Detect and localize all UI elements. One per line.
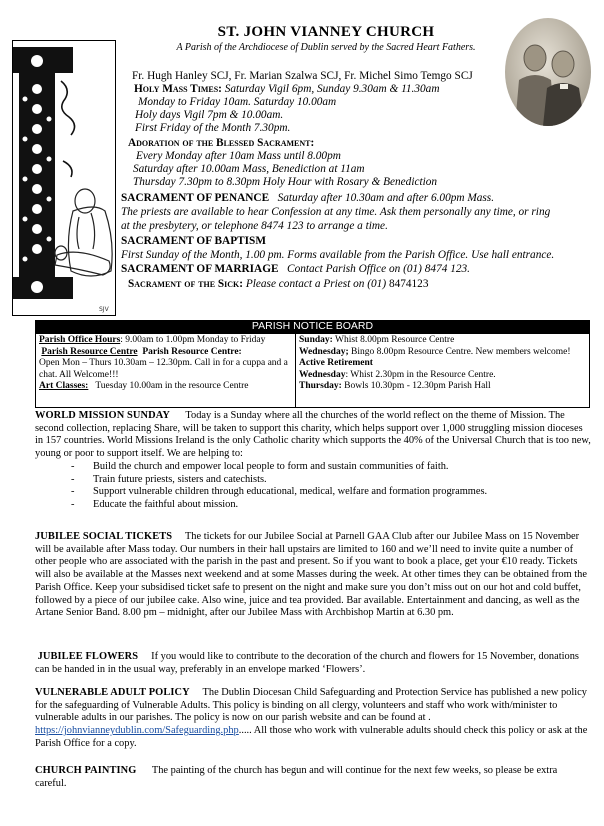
notice-board-title: PARISH NOTICE BOARD <box>35 320 590 333</box>
svg-text:SJV: SJV <box>99 306 109 313</box>
penance-times: Saturday after 10.30am and after 6.00pm Mass. <box>277 192 495 204</box>
active-retirement-label: Active Retirement <box>299 358 373 369</box>
wednesday-text: Bingo 8.00pm Resource Centre. New members welcome! <box>351 346 571 357</box>
marriage-line <box>121 263 470 276</box>
mass-times-weekend: Saturday Vigil 6pm, Sunday 9.30am & 11.30am <box>224 83 440 95</box>
world-mission-heading: WORLD MISSION SUNDAY <box>35 410 170 421</box>
resource-centre-label: Parish Resource Centre <box>41 346 138 357</box>
illuminated-letter-artwork <box>12 40 116 316</box>
office-hours-text: : 9.00am to 1.00pm Monday to Friday <box>120 335 266 345</box>
mass-times-holydays: Holy days Vigil 7pm & 10.00am. <box>135 109 284 121</box>
church-painting-text: The painting of the church has begun and will continue for the next few weeks, so please be extra careful. <box>35 765 558 789</box>
adoration-thursday: Thursday 7.30pm to 8.30pm Holy Hour with Rosary & Benediction <box>133 176 438 188</box>
founders-portrait-image <box>505 18 591 126</box>
vulnerable-adult-heading: VULNERABLE ADULT POLICY <box>35 687 190 698</box>
notice-board-left-column <box>36 334 296 407</box>
safeguarding-policy-link[interactable]: https://johnvianneydublin.com/Safeguarding.php <box>35 725 239 737</box>
mass-times-weekday: Monday to Friday 10am. Saturday 10.00am <box>138 96 337 108</box>
baptism-info: First Sunday of the Month, 1.00 pm. Forms available from the Parish Office. Use hall entrance. <box>121 249 555 261</box>
art-classes-text: Tuesday 10.00am in the resource Centre <box>95 381 249 392</box>
jubilee-tickets-text: The tickets for our Jubilee Social at Parnell GAA Club after our Jubilee Mass on 15 November will be available after Mass today. Our numbers in their hall upstairs are limited to 160 and we’ll need to invite quite a number of other people who are associated with the parish in the past and present. So if you want to book a place, get your €10 ready. Tickets will also be available at the Masses next weekend and at some Masses during the week. At other times they can be obtained from the Parish Office. Keep your subsidised ticket safe to present on the night and make sure you don’t miss out on our hot and cold buffet, followed by a piece of our jubilee cake. Also wine, juice and tea provided. Bar available. Entertainment and dancing, as well as the Artane Senior Band. 8.00 pm – midnight, after our Jubilee Mass with Archbishop Martin at 6.30 pm. <box>35 531 587 619</box>
office-hours-label: Parish Office Hours <box>39 335 121 345</box>
vulnerable-adult-section <box>35 687 591 751</box>
jubilee-flowers-text: If you would like to contribute to the decoration of the church and flowers for 15 November, donations can be handed in in the usual way, preferably in an envelope marked ‘Flowers’. <box>35 651 579 675</box>
church-title: ST. JOHN VIANNEY CHURCH <box>217 24 435 40</box>
church-painting-heading: CHURCH PAINTING <box>35 765 137 776</box>
sunday-text: Whist 8.00pm Resource Centre <box>335 335 455 345</box>
marriage-label: SACRAMENT OF MARRIAGE <box>121 263 279 275</box>
vulnerable-adult-text: The Dublin Diocesan Child Safeguarding and Protection Service has published a new policy for the safeguarding of Vulnerable Adults. This policy is binding on all clergy, volunteers and staff who work with/minister to vulnerable adults in our parishes. The policy is now on our parish website and can be found at . <box>35 687 587 724</box>
list-item: - Train future priests, sisters and catechists. <box>71 474 591 487</box>
church-subtitle: A Parish of the Archdiocese of Dublin served by the Sacred Heart Fathers. <box>176 42 476 53</box>
sick-phone: 8474123 <box>388 278 429 290</box>
resource-centre-text: Open Mon – Thurs 10.30am – 12.30pm. Call in for a cuppa and a chat. All Welcome!!! <box>39 358 288 380</box>
list-item: - Build the church and empower local people to form and sustain communities of faith. <box>71 461 591 474</box>
clergy-list: Fr. Hugh Hanley SCJ, Fr. Marian Szalwa SCJ, Fr. Michel Simo Temgo SCJ <box>132 70 473 82</box>
adoration-monday: Every Monday after 10am Mass until 8.00pm <box>136 150 341 162</box>
pieta-illustration <box>13 41 116 316</box>
portrait-illustration <box>505 18 591 126</box>
mass-times-label: Holy Mass Times: <box>134 83 222 95</box>
mass-times-first-friday: First Friday of the Month 7.30pm. <box>135 122 291 134</box>
thursday-text: Bowls 10.30pm - 12.30pm Parish Hall <box>344 381 491 392</box>
wednesday-2-label: Wednesday <box>299 369 346 380</box>
jubilee-tickets-heading: JUBILEE SOCIAL TICKETS <box>35 531 173 542</box>
adoration-label: Adoration of the Blessed Sacrament: <box>128 137 315 149</box>
resource-centre-label-2: Parish Resource Centre: <box>142 346 242 357</box>
notice-board <box>35 333 590 408</box>
sick-info: Please contact a Priest on (01) <box>245 278 387 290</box>
penance-info-1: The priests are available to hear Confession at any time. Ask them personally any time, or ring <box>121 206 551 218</box>
list-item: - Support vulnerable children through educational, medical, welfare and formation programmes. <box>71 486 591 499</box>
penance-line <box>121 192 494 205</box>
jubilee-flowers-section <box>35 651 591 676</box>
penance-info-2: at the presbytery, or telephone 8474 123 to arrange a time. <box>121 220 388 232</box>
vulnerable-adult-text-2: ..... All those who work with vulnerable adults should check this policy or ask at the Parish Office for a copy. <box>35 725 588 749</box>
sick-line <box>128 278 428 291</box>
sick-label: Sacrament of the Sick: <box>128 278 244 290</box>
wednesday-2-text: : Whist 2.30pm in the Resource Centre. <box>345 369 496 380</box>
sunday-label: Sunday: <box>299 335 333 345</box>
world-mission-section <box>35 410 591 512</box>
list-item: - Educate the faithful about mission. <box>71 499 591 512</box>
jubilee-flowers-heading: JUBILEE FLOWERS <box>37 651 139 662</box>
art-classes-label: Art Classes: <box>39 381 89 392</box>
penance-label: SACRAMENT OF PENANCE <box>121 192 270 204</box>
notice-board-right-column <box>296 334 589 407</box>
jubilee-tickets-section <box>35 531 591 620</box>
world-mission-text: Today is a Sunday where all the churches of the world reflect on the theme of Mission. The second collection, replacing Share, will be taken to support this charity, which helps support over 1,000 struggling mission dioceses in 157 countries. World Missions Ireland is the only Catholic charity which supports the 40% of the Universal Church that is too new, young or poor to support itself. We are helping to: <box>35 410 591 460</box>
thursday-label: Thursday: <box>299 381 342 392</box>
mass-times-line <box>134 83 439 96</box>
wednesday-label: Wednesday; <box>299 346 349 357</box>
church-painting-section <box>35 765 591 790</box>
marriage-info: Contact Parish Office on (01) 8474 123. <box>287 263 470 275</box>
baptism-label: SACRAMENT OF BAPTISM <box>121 235 266 247</box>
adoration-saturday: Saturday after 10.00am Mass, Benediction at 11am <box>133 163 365 175</box>
world-mission-bullets <box>35 461 591 512</box>
